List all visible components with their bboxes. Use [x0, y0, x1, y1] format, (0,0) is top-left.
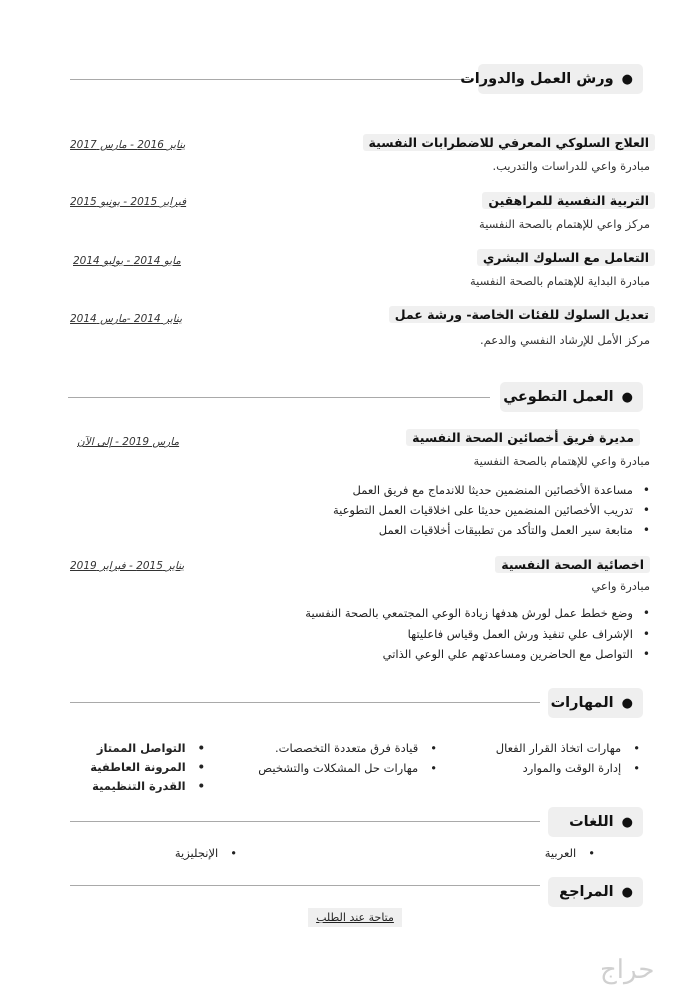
workshop-1-org: مبادرة واعي للدراسات والتدريب. — [492, 159, 650, 173]
volunteer-2-date: يناير 2015 - فبراير 2019 — [70, 560, 185, 572]
volunteer-2-org: مبادرة واعي — [591, 579, 650, 593]
volunteer-1-bullet: • متابعة سير العمل والتأكد من تطبيقات أخلاقيات العمل — [379, 523, 650, 537]
section-divider — [68, 397, 490, 398]
volunteer-2-title: اخصائية الصحة النفسية — [495, 556, 650, 573]
volunteer-2-bullet: • وضع خطط عمل لورش هدفها زيادة الوعي المجتمعي بالصحة النفسية — [305, 606, 650, 620]
volunteer-heading: ● العمل التطوعي — [500, 382, 643, 412]
references-heading: ● المراجع — [548, 877, 643, 907]
workshop-2-title: التربية النفسية للمراهقين — [482, 192, 655, 209]
skill-item: • مهارات اتخاذ القرار الفعال — [496, 741, 640, 755]
section-divider — [70, 821, 540, 822]
bullet-icon: ● — [621, 695, 633, 711]
skill-item: • المرونة العاطفية — [90, 760, 205, 774]
workshop-3-date: مايو 2014 - يوليو 2014 — [73, 255, 181, 267]
skill-item: • مهارات حل المشكلات والتشخيص — [258, 761, 437, 775]
workshop-4-title: تعديل السلوك للفئات الخاصة- ورشة عمل — [389, 306, 655, 323]
workshops-heading: ● ورش العمل والدورات — [478, 64, 643, 94]
section-divider — [70, 885, 540, 886]
bullet-icon: ● — [621, 389, 633, 405]
volunteer-2-bullet: • الإشراف علي تنفيذ ورش العمل وقياس فاعليتها — [408, 627, 650, 641]
section-divider — [70, 79, 470, 80]
volunteer-1-org: مبادرة واعي للإهتمام بالصحة النفسية — [473, 454, 650, 468]
volunteer-1-title: مديرة فريق أخصائين الصحة النفسية — [406, 429, 640, 446]
skill-item: • القدرة التنظيمية — [92, 779, 205, 793]
volunteer-1-bullet: • مساعدة الأخصائين المنضمين حديثا للاندماج مع فريق العمل — [353, 483, 650, 497]
workshop-3-title: التعامل مع السلوك البشري — [477, 249, 655, 266]
language-item: • العربية — [545, 846, 595, 860]
watermark-logo: حراج — [600, 955, 655, 985]
volunteer-1-date: مارس 2019 - إلى الآن — [77, 436, 180, 448]
workshop-1-title: العلاج السلوكي المعرفي للاضطرابات النفسية — [363, 134, 655, 151]
volunteer-1-bullet: • تدريب الأخصائين المنضمين حديثا على اخلاقيات العمل التطوعية — [333, 503, 650, 517]
language-item: • الإنجليزية — [175, 846, 237, 860]
workshop-2-date: فبراير 2015 - يونيو 2015 — [70, 196, 187, 208]
bullet-icon: ● — [621, 814, 633, 830]
workshop-1-date: يناير 2016 - مارس 2017 — [70, 139, 186, 151]
references-note: متاحة عند الطلب — [308, 908, 402, 927]
skills-heading: ● المهارات — [548, 688, 643, 718]
skill-item: • التواصل الممتاز — [97, 741, 205, 755]
languages-heading: ● اللغات — [548, 807, 643, 837]
bullet-icon: ● — [621, 71, 633, 87]
skill-item: • إدارة الوقت والموارد — [523, 761, 640, 775]
bullet-icon: ● — [621, 884, 633, 900]
workshop-4-org: مركز الأمل للإرشاد النفسي والدعم. — [479, 333, 650, 347]
section-divider — [70, 702, 540, 703]
workshop-2-org: مركز واعي للإهتمام بالصحة النفسية — [479, 217, 650, 231]
workshop-3-org: مبادرة البداية للإهتمام بالصحة النفسية — [469, 274, 650, 288]
workshop-4-date: يناير 2014 -مارس 2014 — [70, 313, 182, 325]
skill-item: • قيادة فرق متعددة التخصصات. — [275, 741, 437, 755]
volunteer-2-bullet: • التواصل مع الحاضرين ومساعدتهم علي الوعي الذاتي — [383, 647, 650, 661]
